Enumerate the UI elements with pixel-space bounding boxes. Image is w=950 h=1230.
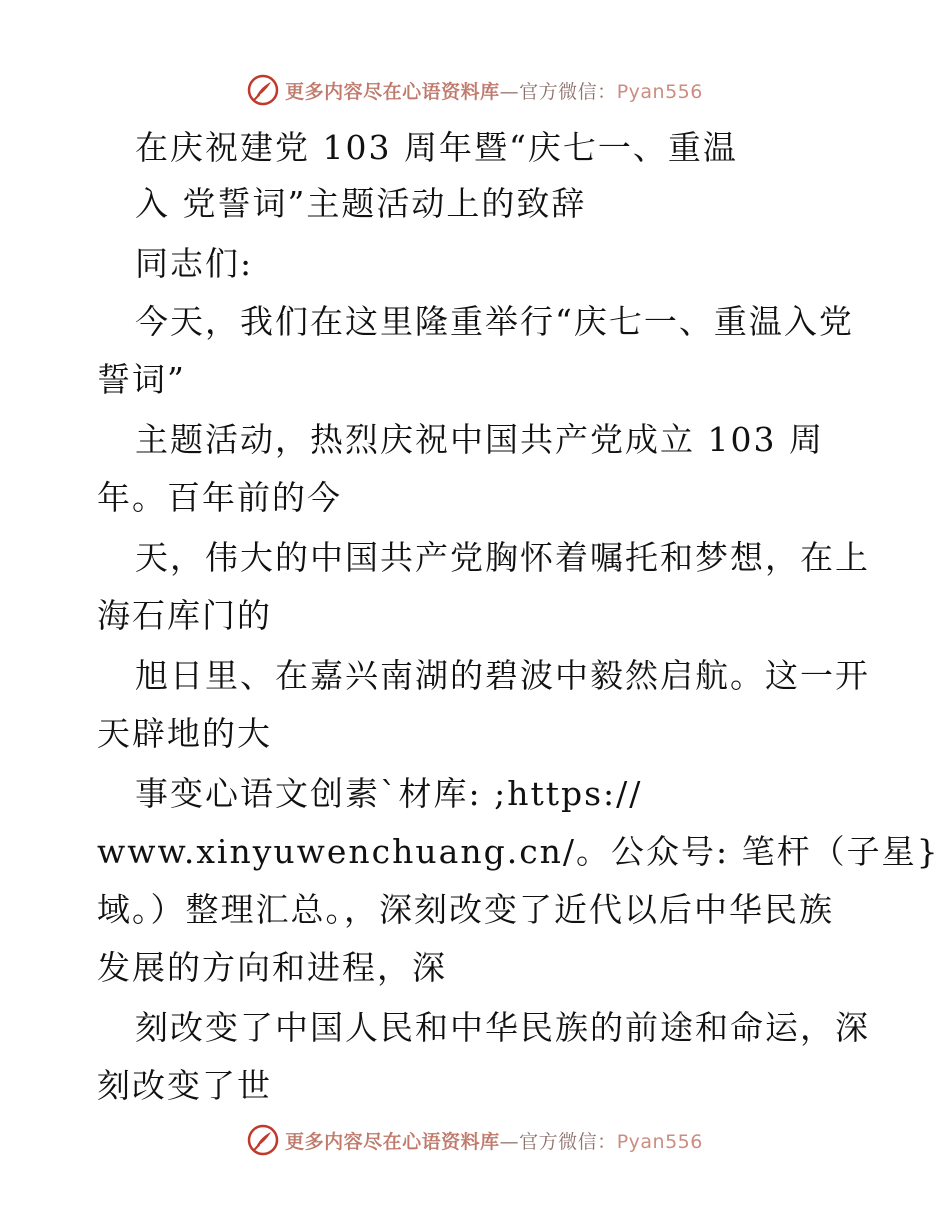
paragraph-line: 年。百年前的今 xyxy=(97,478,342,517)
banner-lead-text: 更多内容尽在心语资料库 xyxy=(285,1130,500,1153)
salutation: 同志们: xyxy=(135,244,254,283)
banner-text xyxy=(285,77,703,104)
banner-wechat-label: 官方微信： xyxy=(519,1130,617,1153)
paragraph-line: 海石库门的 xyxy=(97,596,272,635)
quill-pen-logo-icon xyxy=(247,74,279,106)
banner-wechat-id: Pyan556 xyxy=(616,1130,703,1153)
paragraph-line: 主题活动，热烈庆祝中国共产党成立 103 周 xyxy=(135,420,824,459)
paragraph-line: 域。）整理汇总。，深刻改变了近代以后中华民族 xyxy=(97,890,834,929)
banner-separator: — xyxy=(499,1130,520,1153)
paragraph-line: 誓词” xyxy=(97,360,186,399)
paragraph-line: 刻改变了世 xyxy=(97,1066,272,1105)
paragraph-line: 刻改变了中国人民和中华民族的前途和命运，深 xyxy=(135,1008,870,1047)
header-banner xyxy=(0,70,950,110)
paragraph-line: www.xinyuwenchuang.cn/。公众号: 笔杆（子星} xyxy=(97,832,940,871)
banner-text xyxy=(285,1127,703,1154)
banner-separator: — xyxy=(499,80,520,103)
paragraph-line: 天，伟大的中国共产党胸怀着嘱托和梦想，在上 xyxy=(135,538,870,577)
banner-wechat-label: 官方微信： xyxy=(519,80,617,103)
footer-banner xyxy=(0,1120,950,1160)
title-line-2: 入 党誓词”主题活动上的致辞 xyxy=(135,184,587,223)
quill-pen-logo-icon xyxy=(247,1124,279,1156)
paragraph-line: 今天，我们在这里隆重举行“庆七一、重温入党 xyxy=(135,302,854,341)
paragraph-line: 天辟地的大 xyxy=(97,714,272,753)
paragraph-line: 旭日里、在嘉兴南湖的碧波中毅然启航。这一开 xyxy=(135,656,870,695)
banner-lead-text: 更多内容尽在心语资料库 xyxy=(285,80,500,103)
banner-group xyxy=(247,1124,703,1156)
paragraph-line: 发展的方向和进程，深 xyxy=(97,948,447,987)
title-line-1: 在庆祝建党 103 周年暨“庆七一、重温 xyxy=(135,128,738,167)
banner-wechat-id: Pyan556 xyxy=(616,80,703,103)
paragraph-line: 事变心语文创素`材库: ;https:// xyxy=(135,774,643,813)
banner-group xyxy=(247,74,703,106)
